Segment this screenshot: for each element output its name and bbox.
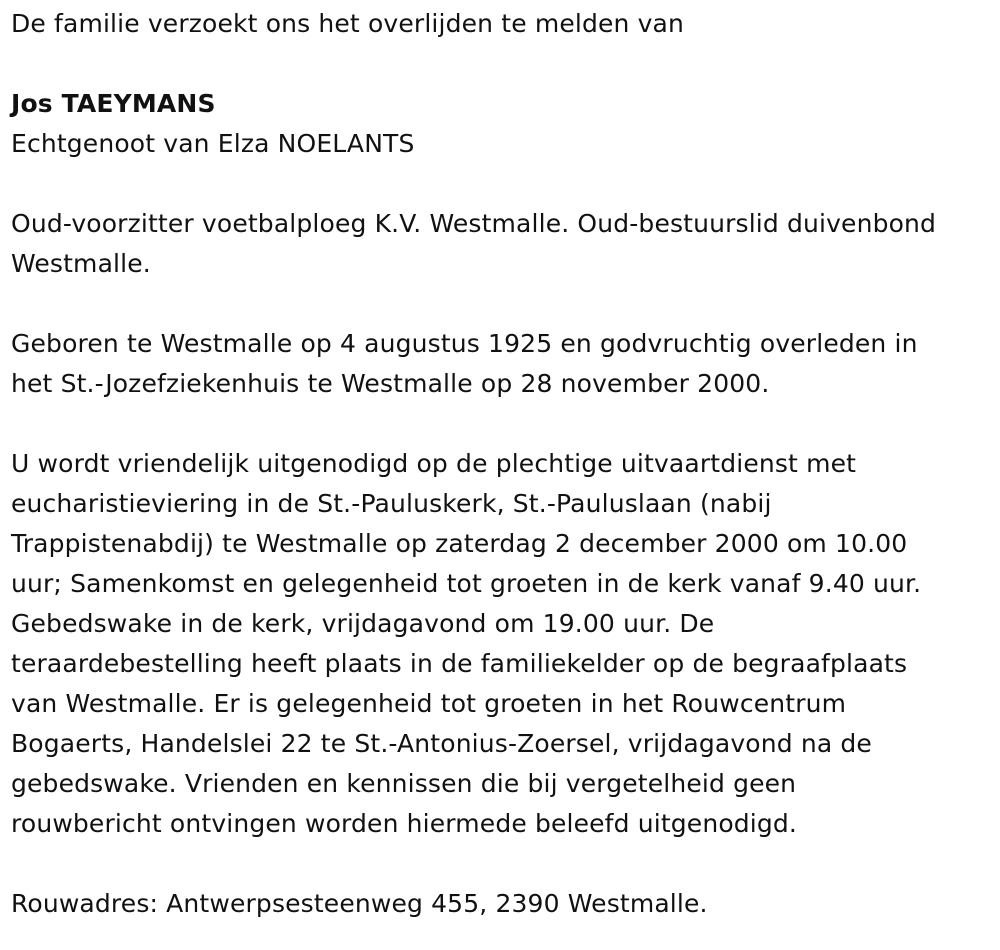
funeral-line: eucharistieviering in de St.-Pauluskerk, St.-Pauluslaan (nabij bbox=[11, 489, 772, 518]
deceased-name: Jos TAEYMANS bbox=[11, 89, 216, 118]
funeral-line: gebedswake. Vrienden en kennissen die bij vergetelheid geen bbox=[11, 769, 797, 798]
funeral-line: Bogaerts, Handelslei 22 te St.-Antonius-Zoersel, vrijdagavond na de bbox=[11, 729, 872, 758]
funeral-line: Gebedswake in de kerk, vrijdagavond om 19.00 uur. De bbox=[11, 609, 715, 638]
intro-text: De familie verzoekt ons het overlijden te melden van bbox=[11, 9, 685, 38]
funeral-line: uur; Samenkomst en gelegenheid tot groeten in de kerk vanaf 9.40 uur. bbox=[11, 569, 922, 598]
spacer bbox=[11, 164, 985, 204]
spacer bbox=[11, 44, 985, 84]
spacer bbox=[11, 844, 985, 884]
funeral-line: van Westmalle. Er is gelegenheid tot groeten in het Rouwcentrum bbox=[11, 689, 847, 718]
spacer bbox=[11, 284, 985, 324]
funeral-line: rouwbericht ontvingen worden hiermede beleefd uitgenodigd. bbox=[11, 809, 798, 838]
funeral-line: Trappistenabdij) te Westmalle op zaterdag 2 december 2000 om 10.00 bbox=[11, 529, 908, 558]
funeral-line: teraardebestelling heeft plaats in de familiekelder op de begraafplaats bbox=[11, 649, 908, 678]
mourning-address: Rouwadres: Antwerpsesteenweg 455, 2390 Westmalle. bbox=[11, 889, 708, 918]
roles-line: Oud-voorzitter voetbalploeg K.V. Westmalle. Oud-bestuurslid duivenbond bbox=[11, 209, 937, 238]
birth-death-line: Geboren te Westmalle op 4 augustus 1925 en godvruchtig overleden in bbox=[11, 329, 918, 358]
spouse-text: Echtgenoot van Elza NOELANTS bbox=[11, 129, 415, 158]
birth-death-line: het St.-Jozefziekenhuis te Westmalle op 28 november 2000. bbox=[11, 369, 770, 398]
roles-line: Westmalle. bbox=[11, 249, 151, 278]
funeral-line: U wordt vriendelijk uitgenodigd op de plechtige uitvaartdienst met bbox=[11, 449, 857, 478]
spacer bbox=[11, 404, 985, 444]
